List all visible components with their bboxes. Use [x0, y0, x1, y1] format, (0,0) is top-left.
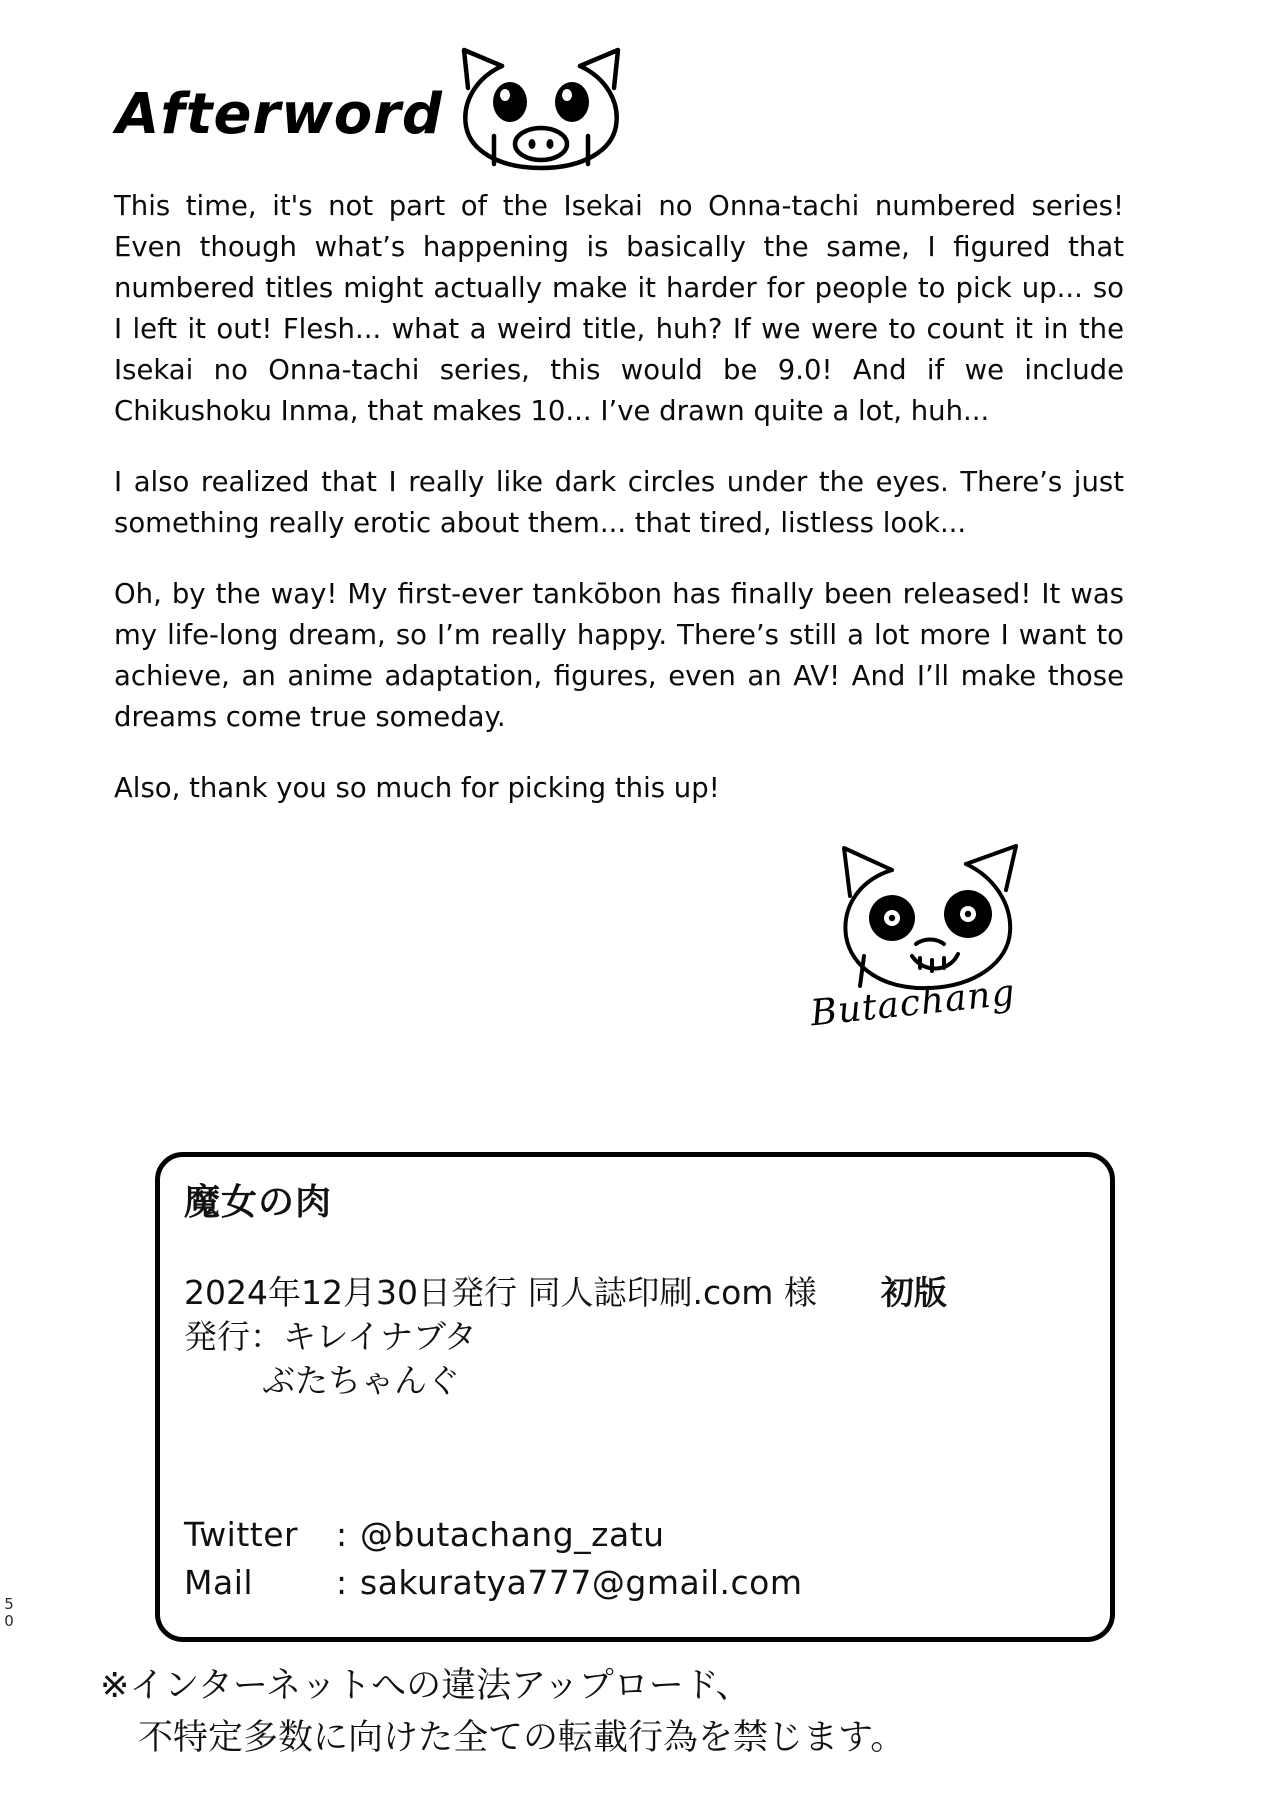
afterword-paragraph: Oh, by the way! My first-ever tankōbon has finally been released! It was my life-long dream, so I’m really happy. There’s still a lot more I want to achieve, an anime adaptation, figures, even an AV! And I’ll make those dreams come true someday.: [114, 578, 1124, 733]
colophon-publication: 2024年12月30日発行 同人誌印刷.com 様: [184, 1273, 817, 1312]
contact-separator: :: [336, 1515, 348, 1554]
page-title: Afterword: [116, 82, 443, 147]
signature-block: [810, 840, 1070, 1070]
afterword-paragraph: Also, thank you so much for picking this up!: [114, 772, 720, 804]
email-address[interactable]: sakuratya777@gmail.com: [360, 1563, 803, 1602]
notice-line-2: 不特定多数に向けた全ての転載行為を禁じます。: [138, 1718, 906, 1758]
colophon-publisher-sub: ぶたちゃんぐ: [262, 1361, 460, 1400]
upload-prohibition-notice: [100, 1660, 1100, 1764]
afterword-paragraph: I also realized that I really like dark circles under the eyes. There’s just something really erotic about them... that tired, listless look...: [114, 466, 1124, 539]
contact-row-twitter: [184, 1511, 1090, 1559]
contact-row-mail: [184, 1559, 1090, 1607]
colophon-title: 魔女の肉: [184, 1182, 333, 1223]
colophon-edition: 初版: [880, 1273, 947, 1312]
colophon-box: [155, 1152, 1115, 1642]
contact-separator: :: [336, 1563, 348, 1602]
colophon-publication-row: [184, 1267, 1090, 1315]
notice-line-1: ※インターネットへの違法アップロード、: [100, 1666, 751, 1706]
signature-name: Butachang: [808, 972, 1018, 1035]
pig-head-icon: [446, 40, 636, 180]
page-number: 50: [4, 1595, 14, 1630]
twitter-handle[interactable]: @butachang_zatu: [360, 1515, 665, 1554]
colophon-publisher: 発行：キレイナブタ: [184, 1317, 477, 1356]
colophon-contacts: [184, 1511, 1090, 1607]
afterword-paragraph: This time, it's not part of the Isekai no Onna-tachi numbered series! Even though what’s happening is basically the same, I figured that numbered titles might actually make it harder for people to pick up... so I left it out! Flesh... what a weird title, huh? If we were to count it in the Isekai no Onna-tachi series, this would be 9.0! And if we include Chikushoku Inma, that makes 10... I’ve drawn quite a lot, huh...: [114, 190, 1124, 427]
contact-label: Twitter: [184, 1515, 299, 1554]
page-header: [116, 40, 716, 170]
contact-label: Mail: [184, 1563, 254, 1602]
afterword-text: [114, 186, 1124, 809]
